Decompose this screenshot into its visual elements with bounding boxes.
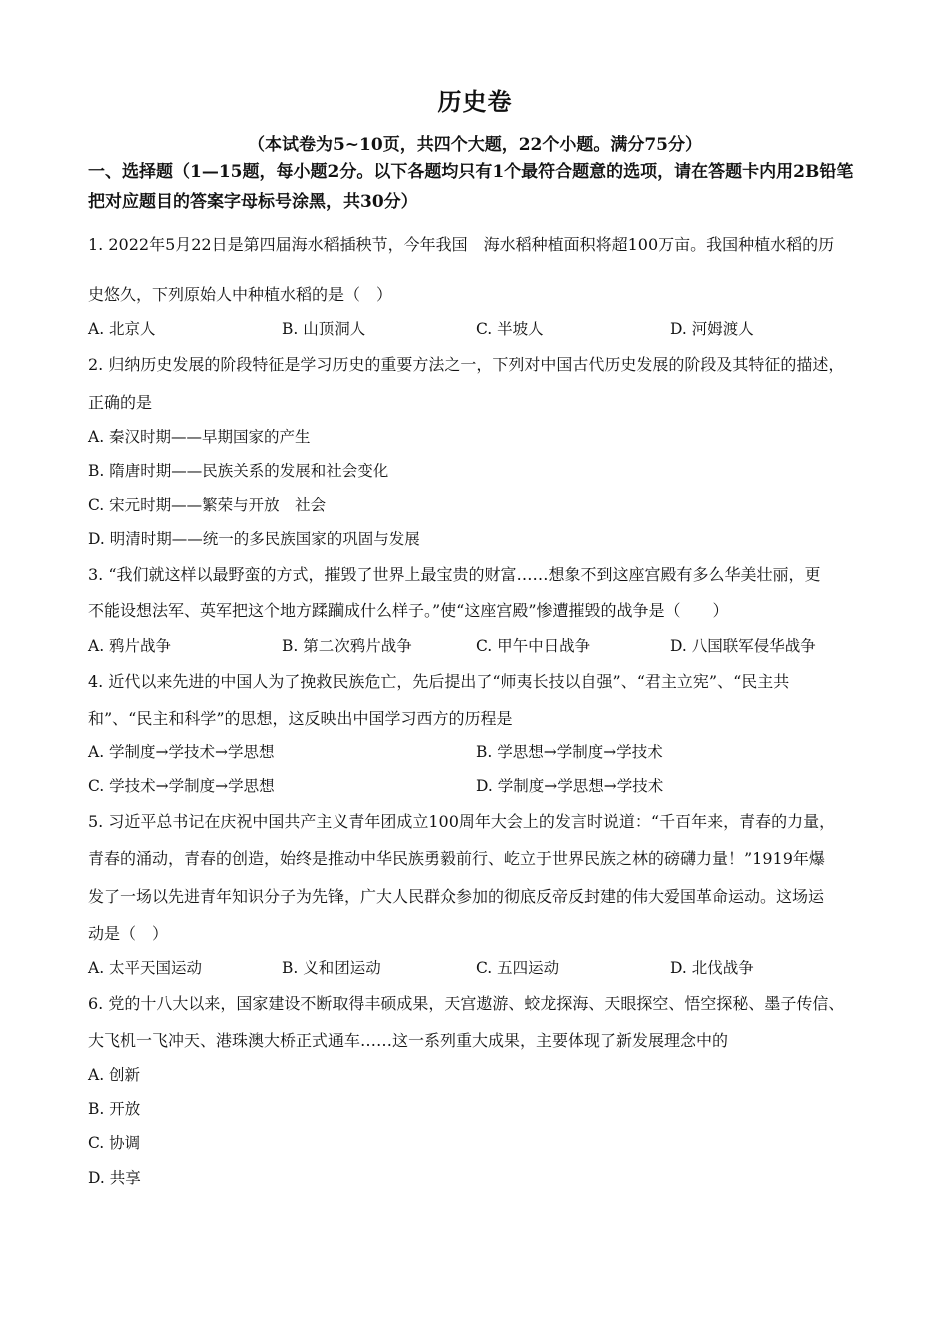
question-2-option-c: C. 宋元时期——繁荣与开放 社会 [88,496,327,514]
question-1-option-b: B. 山顶洞人 [282,320,366,338]
question-3-option-a: A. 鸦片战争 [88,637,172,655]
question-6-line-2: 大飞机一飞冲天、港珠澳大桥正式通车……这一系列重大成果，主要体现了新发展理念中的 [88,1031,729,1050]
question-5-line-1: 5. 习近平总书记在庆祝中国共产主义青年团成立100周年大会上的发言时说道：“千百年来，青春的力量， [88,812,836,831]
question-4-line-1: 4. 近代以来先进的中国人为了挽救民族危亡，先后提出了“师夷长技以自强”、“君主立宪”、“民主共 [88,672,790,691]
question-6-option-d: D. 共享 [88,1169,141,1187]
question-5-option-d: D. 北伐战争 [670,959,754,977]
question-6-option-a: A. 创新 [88,1066,141,1084]
question-5-option-a: A. 太平天国运动 [88,959,203,977]
question-4-option-c: C. 学技术→学制度→学思想 [88,777,275,795]
question-4-option-d: D. 学制度→学思想→学技术 [476,777,664,795]
question-5-option-b: B. 义和团运动 [282,959,381,977]
question-6-line-1: 6. 党的十八大以来，国家建设不断取得丰硕成果，天宫遨游、蛟龙探海、天眼探空、悟空探秘、墨子传信、 [88,994,845,1013]
question-2-option-a: A. 秦汉时期——早期国家的产生 [88,428,311,446]
question-5-option-c: C. 五四运动 [476,959,560,977]
question-3-line-2: 不能设想法军、英军把这个地方蹂躏成什么样子。”使“这座宫殿”惨遭摧毁的战争是（ ） [88,601,729,620]
question-6-option-c: C. 协调 [88,1134,141,1152]
question-2-line-1: 2. 归纳历史发展的阶段特征是学习历史的重要方法之一，下列对中国古代历史发展的阶段及其特征的描述， [88,355,845,374]
question-5-line-4: 动是（ ） [88,924,169,943]
question-6-option-b: B. 开放 [88,1100,141,1118]
question-1-option-c: C. 半坡人 [476,320,544,338]
question-1-line-1: 1. 2022年5月22日是第四届海水稻插秧节，今年我国 海水稻种植面积将超100万亩。我国种植水稻的历 [88,235,835,254]
page-subtitle: （本试卷为5~10页，共四个大题，22个小题。满分75分） [247,135,703,155]
section-heading: 一、选择题（1—15题，每小题2分。以下各题均只有1个最符合题意的选项，请在答题卡内用2B铅笔把对应题目的答案字母标号涂黑，共30分） [88,162,854,212]
question-3-line-1: 3. “我们就这样以最野蛮的方式，摧毁了世界上最宝贵的财富……想象不到这座宫殿有多么华美壮丽，更 [88,565,821,584]
question-3-option-d: D. 八国联军侵华战争 [670,637,816,655]
question-3-option-c: C. 甲午中日战争 [476,637,591,655]
question-5-line-3: 发了一场以先进青年知识分子为先锋，广大人民群众参加的彻底反帝反封建的伟大爱国革命运动。这场运 [88,887,825,906]
question-2-option-d: D. 明清时期——统一的多民族国家的巩固与发展 [88,530,420,548]
question-2-option-b: B. 隋唐时期——民族关系的发展和社会变化 [88,462,389,480]
question-1-line-2: 史悠久，下列原始人中种植水稻的是（ ） [88,285,393,304]
question-3-option-b: B. 第二次鸦片战争 [282,637,412,655]
question-4-option-b: B. 学思想→学制度→学技术 [476,743,663,761]
question-5-line-2: 青春的涌动，青春的创造，始终是推动中华民族勇毅前行、屹立于世界民族之林的磅礴力量！”1919年爆 [88,849,825,868]
page-title: 历史卷 [437,87,513,116]
question-1-option-d: D. 河姆渡人 [670,320,754,338]
question-4-option-a: A. 学制度→学技术→学思想 [88,743,275,761]
question-1-option-a: A. 北京人 [88,320,156,338]
question-4-line-2: 和”、“民主和科学”的思想，这反映出中国学习西方的历程是 [88,709,513,728]
question-2-line-2: 正确的是 [88,393,153,412]
